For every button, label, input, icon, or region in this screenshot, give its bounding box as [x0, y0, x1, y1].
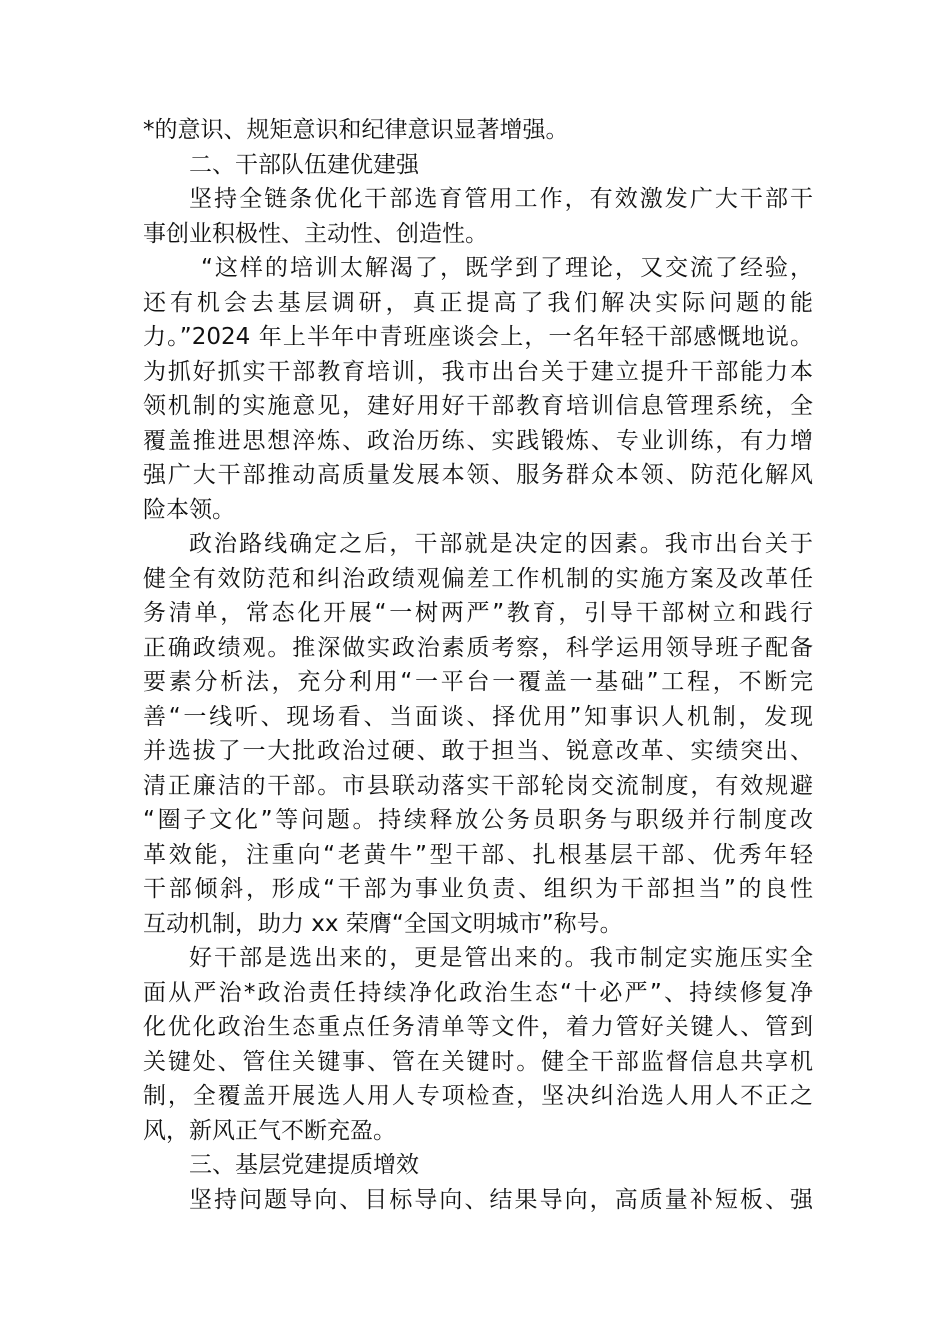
text-line: 坚持全链条优化干部选育管用工作，有效激发广大干部干 — [189, 186, 813, 212]
text-line: 关键处、管住关键事、管在关键时。健全干部监督信息共享机 — [143, 1048, 813, 1075]
text-line: *的意识、规矩意识和纪律意识显著增强。 — [143, 117, 569, 143]
text-line: 清正廉洁的干部。市县联动落实干部轮岗交流制度，有效规避 — [143, 772, 813, 799]
text-line: 要素分析法，充分利用“一平台一覆盖一基础”工程，不断完 — [143, 669, 813, 695]
text-line: 互动机制，助力 xx 荣膺“全国文明城市”称号。 — [143, 910, 623, 937]
text-line: 事创业积极性、主动性、创造性。 — [143, 220, 488, 247]
text-line: 好干部是选出来的，更是管出来的。我市制定实施压实全 — [189, 945, 813, 971]
text-line: 化优化政治生态重点任务清单等文件，着力管好关键人、管到 — [143, 1014, 813, 1040]
text-line: 险本领。 — [143, 496, 235, 523]
text-line: 还有机会去基层调研，真正提高了我们解决实际问题的能 — [143, 289, 813, 316]
text-line: “这样的培训太解渴了，既学到了理论，又交流了经验， — [201, 255, 813, 281]
text-line: 坚持问题导向、目标导向、结果导向，高质量补短板、强 — [189, 1186, 813, 1213]
text-line: 三、基层党建提质增效 — [189, 1152, 419, 1178]
text-line: 力。”2024 年上半年中青班座谈会上，一名年轻干部感慨地说。 — [143, 324, 813, 350]
text-line: 风，新风正气不断充盈。 — [143, 1117, 396, 1144]
text-line: 强广大干部推动高质量发展本领、服务群众本领、防范化解风 — [143, 462, 813, 488]
text-line: 面从严治*政治责任持续净化政治生态“十必严”、持续修复净 — [143, 979, 813, 1006]
text-line: 健全有效防范和纠治政绩观偏差工作机制的实施方案及改革任 — [143, 565, 813, 592]
text-line: 正确政绩观。推深做实政治素质考察，科学运用领导班子配备 — [143, 634, 813, 661]
text-line: 二、干部队伍建优建强 — [189, 151, 419, 178]
text-line: 革效能，注重向“老黄牛”型干部、扎根基层干部、优秀年轻 — [143, 841, 813, 868]
text-line: 覆盖推进思想淬炼、政治历练、实践锻炼、专业训练，有力增 — [143, 427, 813, 454]
text-line: 领机制的实施意见，建好用好干部教育培训信息管理系统，全 — [143, 393, 813, 419]
document-page — [143, 113, 813, 1217]
text-line: 干部倾斜，形成“干部为事业负责、组织为干部担当”的良性 — [143, 876, 813, 902]
text-line: 善“一线听、现场看、当面谈、择优用”知事识人机制，发现 — [143, 703, 813, 730]
text-line: 务清单，常态化开展“一树两严”教育，引导干部树立和践行 — [143, 600, 813, 626]
text-line: 并选拔了一大批政治过硬、敢于担当、锐意改革、实绩突出、 — [143, 738, 813, 764]
text-line: 政治路线确定之后，干部就是决定的因素。我市出台关于 — [189, 531, 813, 557]
text-line: 为抓好抓实干部教育培训，我市出台关于建立提升干部能力本 — [143, 358, 813, 385]
text-line: 制，全覆盖开展选人用人专项检查，坚决纠治选人用人不正之 — [143, 1083, 813, 1109]
text-line: “圈子文化”等问题。持续释放公务员职务与职级并行制度改 — [143, 807, 813, 833]
